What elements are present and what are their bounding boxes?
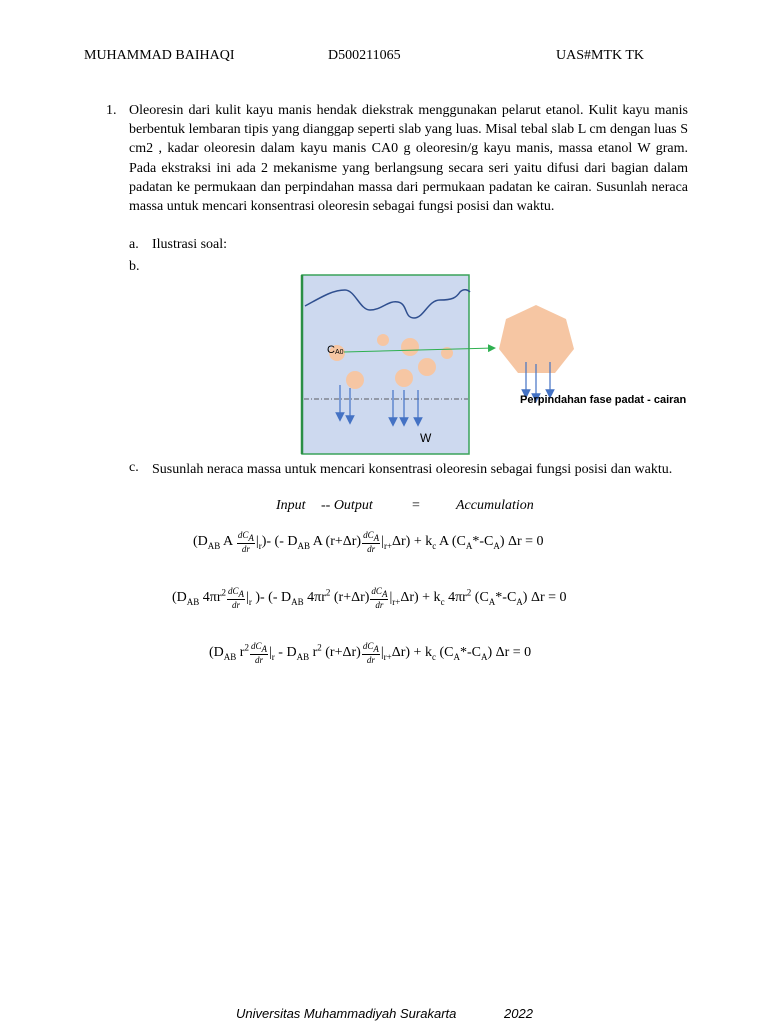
label-ca0: CA0 bbox=[327, 344, 344, 356]
equation-3: ($D_{AB}$ $r^2$ $\frac{dC_A}{dr}$ $|_r - D_{AB}$ $r^2$ (r+Δr) $\frac{dC_A}{dr}$ $|_{r+}\Delta r) + k_c$ $(C_A*-C_A) \Delta r = 0$ bbox=[209, 641, 532, 665]
solvent-box bbox=[302, 275, 469, 454]
particle bbox=[401, 338, 419, 356]
footer-university: Universitas Muhammadiyah Surakarta bbox=[236, 1006, 457, 1021]
header-exam: UAS#MTK TK bbox=[556, 48, 645, 63]
header-name: MUHAMMAD BAIHAQI bbox=[84, 48, 235, 63]
question-1 bbox=[106, 101, 688, 216]
particle bbox=[346, 371, 364, 389]
particle bbox=[418, 358, 436, 376]
question-number: 1. bbox=[106, 103, 117, 118]
footer-year: 2022 bbox=[504, 1006, 533, 1021]
derivative: $\frac{dC_A}{dr}$ bbox=[237, 530, 254, 554]
balance-output: -- Output bbox=[321, 498, 373, 513]
illustration-figure bbox=[300, 274, 702, 461]
equation-2: ($D_{AB}$ $4\pi r^2$ $\frac{dC_A}{dr}$ $|_r$ )- (- $D_{AB}$ $4\pi r^2$ (r+Δr) $\frac{dC_A}{dr}$ $|_{r+}\Delta r) + k_c$ $4\pi r^2$ $(C_A*-C_A) \Delta r = 0$ bbox=[172, 586, 567, 610]
header-student-id: D500211065 bbox=[328, 48, 401, 63]
label-w: W bbox=[420, 431, 432, 445]
derivative: $\frac{dC_A}{dr}$ bbox=[250, 641, 267, 665]
equation-1: ($D_{AB}$ A $\frac{dC_A}{dr}$ $|_r)-$ (- $D_{AB}$ A (r+Δr) $\frac{dC_A}{dr}$ $|_{r+}\Delta r) + k_c$ A $(C_A*-C_A) \Delta r = 0$ bbox=[193, 530, 544, 554]
label-transfer: Perpindahan fase padat - cairan bbox=[520, 394, 687, 406]
particle bbox=[377, 334, 389, 346]
item-a-text: Ilustrasi soal: bbox=[152, 237, 228, 252]
derivative: $\frac{dC_A}{dr}$ bbox=[371, 586, 388, 610]
derivative: $\frac{dC_A}{dr}$ bbox=[228, 586, 245, 610]
balance-equals: = bbox=[412, 498, 420, 513]
balance-input: Input bbox=[276, 498, 306, 513]
item-c-label: c. bbox=[129, 460, 139, 475]
question-text: Oleoresin dari kulit kayu manis hendak diekstrak menggunakan pelarut etanol. Kulit kayu manis berbentuk lembaran tipis yang dianggap seperti slab yang luas. Misal tebal slab L cm dengan luas S cm2 , kadar oleoresin dalam kayu manis CA0 g oleoresin/g kayu manis, massa etanol W gram. Pada ekstraksi ini ada 2 mekanisme yang berlangsung secara seri yaitu difusi dari bagian dalam padatan ke permukaan dan perpindahan massa dari permukaan padatan ke cairan. Susunlah neraca massa untuk mencari konsentrasi oleoresin sebagai fungsi posisi dan waktu. bbox=[129, 103, 688, 215]
derivative: $\frac{dC_A}{dr}$ bbox=[362, 641, 379, 665]
particle bbox=[395, 369, 413, 387]
balance-accumulation: Accumulation bbox=[456, 498, 534, 513]
item-a-label: a. bbox=[129, 237, 139, 252]
item-c-text: Susunlah neraca massa untuk mencari konsentrasi oleoresin sebagai fungsi posisi dan waktu. bbox=[152, 462, 673, 477]
derivative: $\frac{dC_A}{dr}$ bbox=[363, 530, 380, 554]
illustration-svg bbox=[300, 274, 702, 456]
item-b-label: b. bbox=[129, 259, 140, 274]
solid-particle-heptagon bbox=[499, 305, 574, 373]
